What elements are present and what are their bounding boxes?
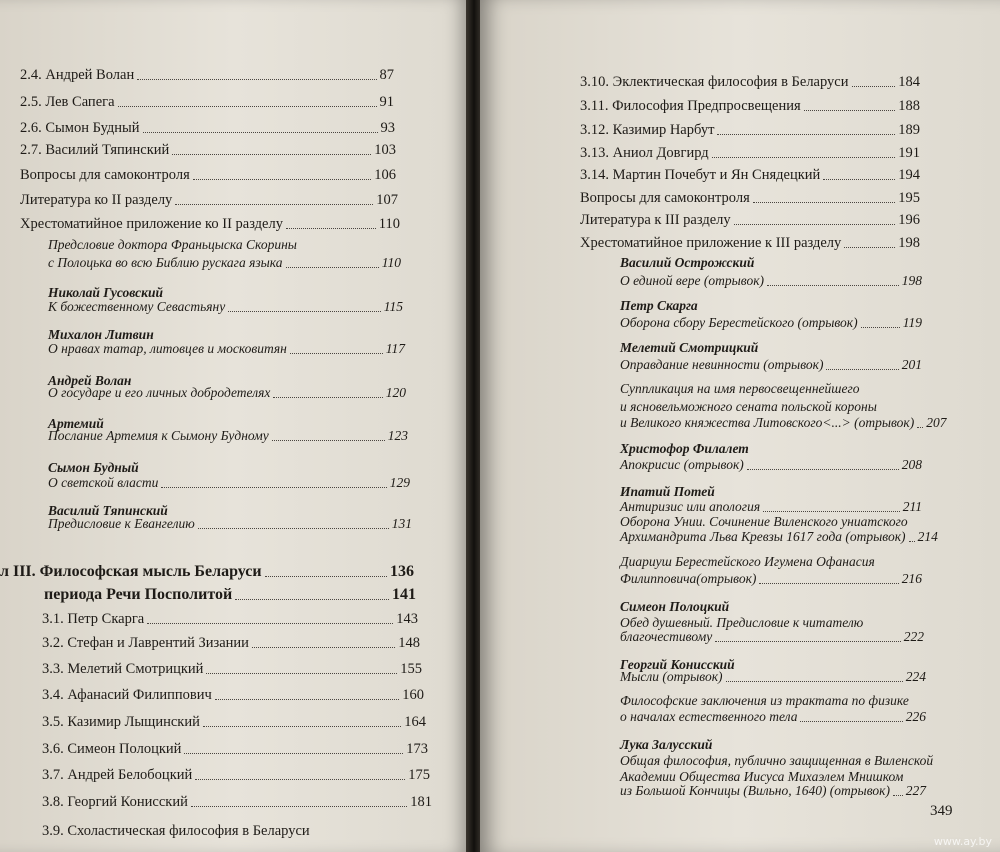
entry-title: с Полоцька во всю Библию рускага языка — [48, 255, 283, 270]
entry-title: Хрестоматийное приложение к III разделу — [580, 235, 842, 251]
toc-entry — [42, 660, 422, 678]
entry-title: о началах естественного тела — [620, 709, 798, 724]
entry-title: 3.5. Казимир Лыщинский — [42, 714, 200, 730]
toc-entry — [42, 793, 432, 811]
reading-author: Лука Залусский — [620, 737, 713, 752]
reading-entry — [48, 515, 412, 533]
entry-page: 226 — [905, 709, 926, 724]
entry-page: 120 — [385, 385, 406, 400]
reading-author: Мелетий Смотрицкий — [620, 340, 759, 355]
entry-title: О государе и его личных добродетелях — [48, 385, 271, 400]
reading-entry — [620, 314, 922, 332]
reading-line: Оборона Унии. Сочинение Виленского униатского — [620, 514, 908, 529]
toc-entry — [20, 191, 398, 209]
entry-page: 143 — [396, 611, 418, 627]
toc-entry — [42, 740, 428, 758]
reading-line: Философские заключения из трактата по физике — [620, 693, 909, 708]
entry-title: 3.7. Андрей Белобоцкий — [42, 767, 193, 783]
entry-page: 181 — [410, 794, 432, 810]
entry-title: 3.13. Аниол Довгирд — [580, 145, 709, 161]
entry-title: Литература к III разделу — [580, 212, 731, 228]
entry-title: 2.4. Андрей Волан — [20, 67, 135, 83]
entry-title: Хрестоматийное приложение ко II разделу — [20, 216, 283, 232]
entry-page: 198 — [901, 273, 922, 288]
entry-title: 3.1. Петр Скарга — [42, 611, 145, 627]
reading-entry — [620, 414, 947, 432]
toc-entry — [42, 822, 442, 840]
entry-title: 3.2. Стефан и Лаврентий Зизании — [42, 635, 249, 651]
entry-title: 3.8. Георгий Конисский — [42, 794, 188, 810]
toc-entry — [580, 97, 920, 115]
toc-entry — [580, 189, 920, 207]
watermark-text: www.ay.by — [933, 835, 992, 848]
entry-title: благочестивому — [620, 629, 713, 644]
entry-page: 216 — [901, 571, 922, 586]
reading-entry — [48, 340, 405, 358]
entry-page: 141 — [392, 586, 416, 603]
entry-page: 87 — [379, 67, 394, 83]
section-title: периода Речи Посполитой — [44, 586, 233, 603]
toc-entry — [20, 215, 400, 233]
reading-entry — [620, 570, 922, 588]
entry-page: 160 — [402, 687, 424, 703]
entry-page: 189 — [898, 122, 920, 138]
entry-page: 175 — [408, 767, 430, 783]
entry-page: 136 — [390, 563, 414, 580]
entry-title: Вопросы для самоконтроля — [580, 190, 750, 206]
entry-page: 173 — [406, 741, 428, 757]
entry-title: 2.7. Василий Тяпинский — [20, 142, 170, 158]
reading-line: Предсловие доктора Франьцыска Скорины — [48, 237, 297, 252]
reading-line: Обед душевный. Предисловие к читателю — [620, 615, 864, 630]
entry-title: 3.4. Афанасий Филиппович — [42, 687, 212, 703]
reading-entry — [620, 356, 922, 374]
reading-author: Артемий — [48, 416, 104, 431]
entry-page: 227 — [905, 783, 926, 798]
reading-author: Симеон Полоцкий — [620, 599, 730, 614]
section-title: л III. Философская мысль Беларуси — [0, 563, 262, 580]
entry-page: 103 — [374, 142, 396, 158]
entry-page: 214 — [917, 529, 938, 544]
toc-entry — [580, 121, 920, 139]
entry-page: 131 — [391, 516, 412, 531]
reading-entry — [620, 628, 924, 646]
entry-page: 91 — [379, 94, 394, 110]
entry-page: 123 — [387, 428, 408, 443]
reading-entry — [48, 298, 403, 316]
toc-entry — [580, 166, 920, 184]
reading-author: Ипатий Потей — [620, 484, 715, 499]
entry-title: 3.14. Мартин Почебут и Ян Снядецкий — [580, 167, 821, 183]
entry-page: 191 — [898, 145, 920, 161]
entry-title: О нравах татар, литовцев и московитян — [48, 341, 287, 356]
entry-page: 224 — [905, 669, 926, 684]
reading-entry — [620, 456, 922, 474]
reading-line: Диариуш Берестейского Игумена Офанасия — [620, 554, 875, 569]
entry-page: 208 — [901, 457, 922, 472]
reading-author: Петр Скарга — [620, 298, 698, 313]
entry-title: 3.6. Симеон Полоцкий — [42, 741, 182, 757]
entry-page: 129 — [389, 475, 410, 490]
toc-entry — [42, 610, 418, 628]
entry-title: и Великого княжества Литовского<...> (отрывок) — [620, 415, 915, 430]
toc-entry — [20, 141, 396, 159]
entry-page: 201 — [901, 357, 922, 372]
entry-page: 119 — [902, 315, 922, 330]
entry-title: 2.6. Сымон Будный — [20, 120, 140, 136]
entry-title: Антиризис или апология — [620, 499, 761, 514]
entry-title: 3.11. Философия Предпросвещения — [580, 98, 801, 114]
reading-entry — [48, 384, 406, 402]
reading-author: Христофор Филалет — [620, 441, 749, 456]
entry-title: 3.3. Мелетий Смотрицкий — [42, 661, 204, 677]
toc-entry — [42, 686, 424, 704]
entry-title: О светской власти — [48, 475, 159, 490]
toc-entry — [42, 713, 426, 731]
reading-entry — [48, 427, 408, 445]
entry-page: 211 — [902, 499, 922, 514]
entry-title: Послание Артемия к Сымону Будному — [48, 428, 269, 443]
toc-entry — [42, 766, 430, 784]
toc-entry — [580, 144, 920, 162]
entry-title: Архимандрита Льва Кревзы 1617 года (отрывок) — [620, 529, 906, 544]
entry-title: из Большой Кончицы (Вильно, 1640) (отрывок) — [620, 783, 890, 798]
section-heading — [44, 586, 416, 604]
section-heading — [0, 563, 414, 581]
reading-author: Николай Гусовский — [48, 285, 163, 300]
entry-page: 148 — [398, 635, 420, 651]
entry-title: 3.12. Казимир Нарбут — [580, 122, 715, 138]
entry-title: О единой вере (отрывок) — [620, 273, 765, 288]
toc-entry — [20, 66, 394, 84]
page-number: 349 — [930, 803, 953, 819]
entry-page: 155 — [400, 661, 422, 677]
toc-entry — [20, 119, 395, 137]
toc-entry — [42, 634, 420, 652]
reading-author: Михалон Литвин — [48, 327, 154, 342]
reading-entry — [620, 708, 926, 726]
reading-entry — [620, 528, 938, 546]
reading-author: Георгий Конисский — [620, 657, 735, 672]
entry-title: Оправдание невинности (отрывок) — [620, 357, 824, 372]
toc-entry — [20, 166, 396, 184]
entry-page: 93 — [380, 120, 395, 136]
entry-page: 110 — [378, 216, 400, 232]
reading-author: Василий Острожский — [620, 255, 755, 270]
entry-title: Филипповича(отрывок) — [620, 571, 757, 586]
reading-line: Общая философия, публично защищенная в Виленской — [620, 753, 934, 768]
reading-entry — [620, 668, 926, 686]
reading-entry — [48, 474, 410, 492]
entry-page: 110 — [381, 255, 401, 270]
entry-page: 164 — [404, 714, 426, 730]
reading-entry — [620, 272, 922, 290]
toc-entry — [580, 73, 920, 91]
reading-line: и ясновельможного сената польской короны — [620, 399, 877, 414]
entry-page: 207 — [926, 415, 947, 430]
entry-title: 3.10. Эклектическая философия в Беларуси — [580, 74, 849, 90]
entry-page: 198 — [898, 235, 920, 251]
entry-page: 196 — [898, 212, 920, 228]
entry-title: Оборона сбору Берестейского (отрывок) — [620, 315, 858, 330]
reading-author: Андрей Волан — [48, 373, 132, 388]
entry-page: 107 — [376, 192, 398, 208]
entry-page: 222 — [903, 629, 924, 644]
entry-title: 3.9. Схоластическая философия в Беларуси — [42, 823, 310, 839]
right-page — [480, 0, 1000, 852]
entry-page: 188 — [898, 98, 920, 114]
entry-title: Предисловие к Евангелию — [48, 516, 195, 531]
entry-page: 195 — [898, 190, 920, 206]
toc-entry — [580, 211, 920, 229]
entry-title: Мысли (отрывок) — [620, 669, 723, 684]
reading-entry — [48, 254, 401, 272]
entry-page: 194 — [898, 167, 920, 183]
entry-title: Вопросы для самоконтроля — [20, 167, 190, 183]
entry-title: Апокрисис (отрывок) — [620, 457, 744, 472]
toc-entry — [20, 93, 394, 111]
reading-author: Сымон Будный — [48, 460, 139, 475]
reading-line: Суппликация на имя первосвещеннейшего — [620, 381, 860, 396]
entry-page: 115 — [383, 299, 403, 314]
reading-author: Василий Тяпинский — [48, 503, 168, 518]
entry-title: 2.5. Лев Сапега — [20, 94, 115, 110]
entry-page: 117 — [385, 341, 405, 356]
entry-page: 184 — [898, 74, 920, 90]
entry-page: 106 — [374, 167, 396, 183]
entry-title: Литература ко II разделу — [20, 192, 173, 208]
entry-title: К божественному Севастьяну — [48, 299, 226, 314]
reading-entry — [620, 782, 926, 800]
reading-line: Академии Общества Иисуса Михаэлем Мнишком — [620, 769, 904, 784]
left-page — [0, 0, 468, 852]
toc-entry — [580, 234, 920, 252]
